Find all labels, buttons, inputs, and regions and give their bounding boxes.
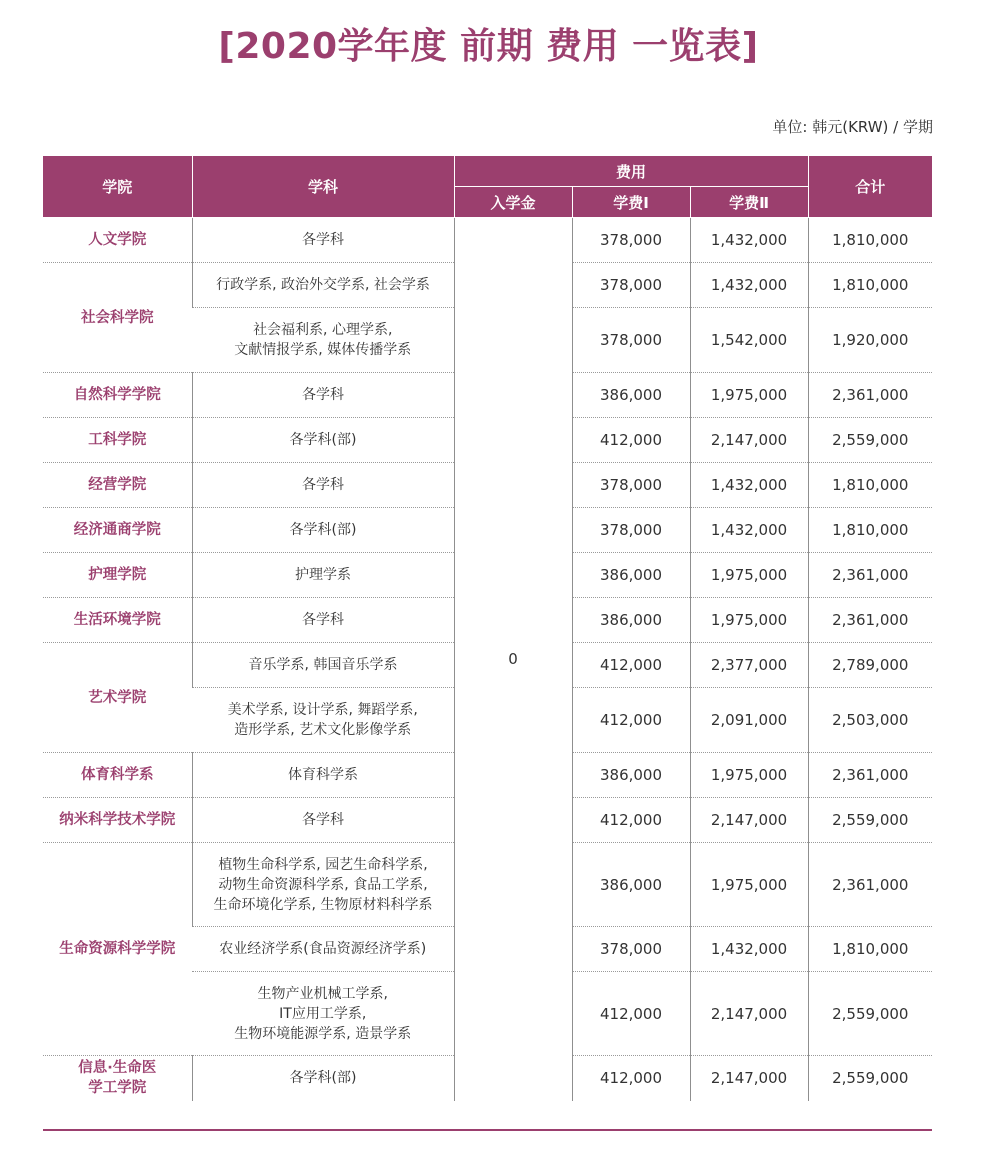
tuition-2-cell: 1,432,000 [690,218,808,263]
tuition-1-cell: 378,000 [572,927,690,972]
major-cell: 各学科 [192,798,454,843]
total-cell: 2,361,000 [808,843,932,927]
college-cell: 体育科学系 [43,753,192,798]
total-cell: 1,810,000 [808,263,932,308]
major-cell: 植物生命科学系, 园艺生命科学系, 动物生命资源科学系, 食品工学系, 生命环境化学系, 生物原材料科学系 [192,843,454,927]
unit-note: 单位: 韩元(KRW) / 学期 [772,118,933,136]
college-cell: 社会科学院 [43,263,192,373]
tuition-1-cell: 386,000 [572,843,690,927]
tuition-1-cell: 412,000 [572,643,690,688]
total-cell: 2,559,000 [808,798,932,843]
major-cell: 体育科学系 [192,753,454,798]
college-cell: 生命资源科学学院 [43,843,192,1056]
tuition-1-cell: 378,000 [572,463,690,508]
tuition-2-cell: 1,432,000 [690,508,808,553]
major-cell: 音乐学系, 韩国音乐学系 [192,643,454,688]
tuition-2-cell: 1,432,000 [690,263,808,308]
tuition-1-cell: 412,000 [572,688,690,753]
major-cell: 各学科 [192,373,454,418]
total-cell: 2,559,000 [808,418,932,463]
total-cell: 2,559,000 [808,1056,932,1101]
major-cell: 社会福利系, 心理学系, 文献情报学系, 媒体传播学系 [192,308,454,373]
table-row [43,218,932,263]
total-cell: 1,920,000 [808,308,932,373]
total-cell: 2,361,000 [808,553,932,598]
header-college: 学院 [43,156,192,218]
major-cell: 生物产业机械工学系, IT应用工学系, 生物环境能源学系, 造景学系 [192,972,454,1056]
tuition-1-cell: 412,000 [572,972,690,1056]
fee-table [43,156,932,1101]
tuition-2-cell: 2,147,000 [690,798,808,843]
major-cell: 各学科 [192,218,454,263]
tuition-2-cell: 2,147,000 [690,418,808,463]
major-cell: 各学科(部) [192,1056,454,1101]
college-cell: 人文学院 [43,218,192,263]
header-admission: 入学金 [454,187,572,218]
tuition-2-cell: 2,147,000 [690,972,808,1056]
college-cell: 生活环境学院 [43,598,192,643]
college-cell: 信息·生命医 学工学院 [78,1060,157,1097]
header-major: 学科 [192,156,454,218]
major-cell: 农业经济学系(食品资源经济学系) [192,927,454,972]
tuition-2-cell: 1,975,000 [690,373,808,418]
college-cell: 纳米科学技术学院 [43,798,192,843]
college-cell: 自然科学学院 [43,373,192,418]
total-cell: 2,503,000 [808,688,932,753]
bottom-rule [43,1129,932,1131]
table-body [43,218,932,1101]
tuition-2-cell: 1,975,000 [690,843,808,927]
college-cell: 经营学院 [43,463,192,508]
tuition-1-cell: 412,000 [572,1056,690,1101]
major-cell: 美术学系, 设计学系, 舞蹈学系, 造形学系, 艺术文化影像学系 [192,688,454,753]
tuition-2-cell: 2,091,000 [690,688,808,753]
major-cell: 各学科(部) [192,418,454,463]
total-cell: 2,361,000 [808,598,932,643]
table-header [43,156,932,218]
tuition-1-cell: 378,000 [572,263,690,308]
header-tuition-2: 学费Ⅱ [690,187,808,218]
college-cell: 艺术学院 [43,643,192,753]
tuition-2-cell: 1,432,000 [690,927,808,972]
tuition-1-cell: 386,000 [572,753,690,798]
major-cell: 各学科 [192,463,454,508]
total-cell: 2,559,000 [808,972,932,1056]
total-cell: 1,810,000 [808,508,932,553]
admission-fee-cell: 0 [454,218,572,1101]
college-cell: 护理学院 [43,553,192,598]
tuition-1-cell: 412,000 [572,798,690,843]
tuition-1-cell: 386,000 [572,373,690,418]
total-cell: 1,810,000 [808,463,932,508]
header-total: 合计 [808,156,932,218]
tuition-2-cell: 1,975,000 [690,598,808,643]
major-cell: 护理学系 [192,553,454,598]
tuition-1-cell: 378,000 [572,508,690,553]
tuition-2-cell: 1,542,000 [690,308,808,373]
total-cell: 2,361,000 [808,373,932,418]
total-cell: 1,810,000 [808,218,932,263]
total-cell: 2,789,000 [808,643,932,688]
major-cell: 行政学系, 政治外交学系, 社会学系 [192,263,454,308]
tuition-2-cell: 2,147,000 [690,1056,808,1101]
college-cell: 工科学院 [43,418,192,463]
header-fees: 费用 [454,156,808,187]
tuition-1-cell: 378,000 [572,218,690,263]
college-cell: 经济通商学院 [43,508,192,553]
page-title: [2020学年度 前期 费用 一览表] [218,26,759,67]
tuition-1-cell: 386,000 [572,553,690,598]
major-cell: 各学科(部) [192,508,454,553]
total-cell: 1,810,000 [808,927,932,972]
total-cell: 2,361,000 [808,753,932,798]
tuition-2-cell: 1,975,000 [690,553,808,598]
tuition-1-cell: 386,000 [572,598,690,643]
tuition-1-cell: 412,000 [572,418,690,463]
header-tuition-1: 学费Ⅰ [572,187,690,218]
tuition-2-cell: 1,975,000 [690,753,808,798]
major-cell: 各学科 [192,598,454,643]
tuition-1-cell: 378,000 [572,308,690,373]
tuition-2-cell: 1,432,000 [690,463,808,508]
tuition-2-cell: 2,377,000 [690,643,808,688]
